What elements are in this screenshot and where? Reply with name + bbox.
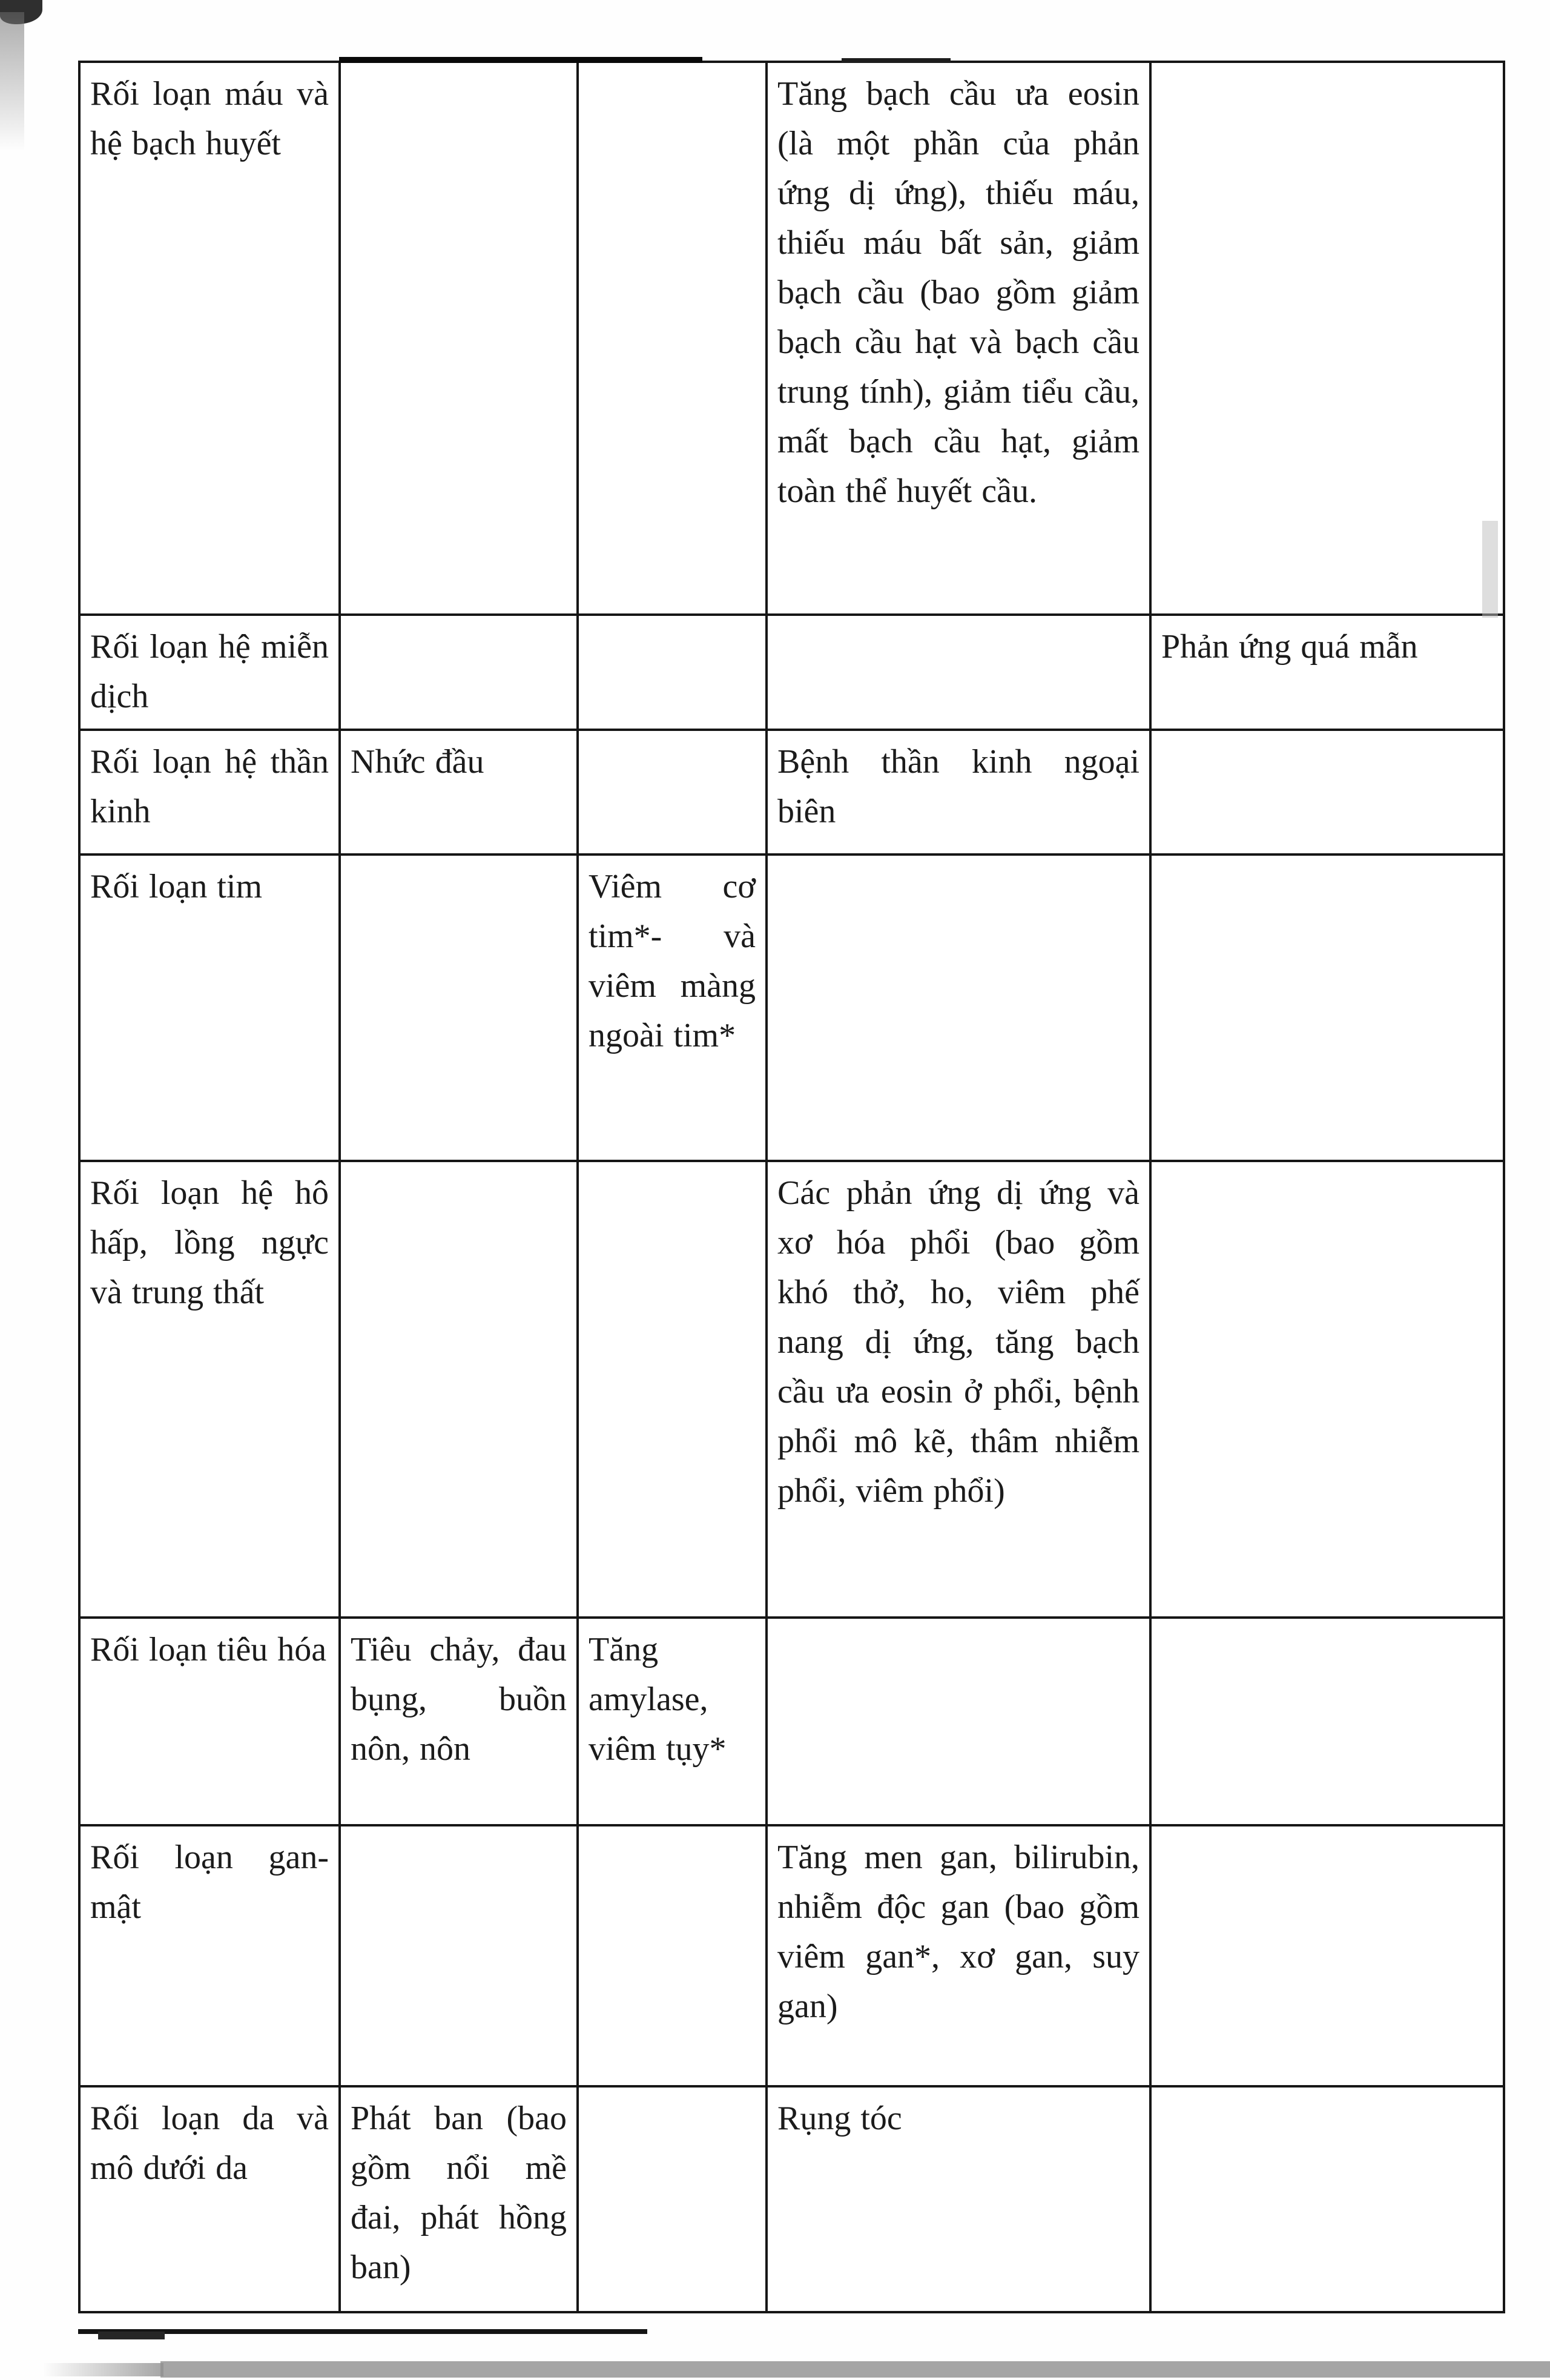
table-cell: Rối loạn da và mô dưới da bbox=[81, 2087, 341, 2311]
table-cell bbox=[768, 616, 1152, 729]
table-cell: Tiêu chảy, đau bụng, buồn nôn, nôn bbox=[341, 1619, 579, 1824]
table-cell bbox=[341, 63, 579, 613]
table-cell: Rối loạn tiêu hóa bbox=[81, 1619, 341, 1824]
table-cell: Rối loạn máu và hệ bạch huyết bbox=[81, 63, 341, 613]
table-row bbox=[81, 731, 1503, 856]
table-cell: Rối loạn tim bbox=[81, 856, 341, 1160]
table-cell: Tăng bạch cầu ưa eosin (là một phần của phản ứng dị ứng), thiếu máu, thiếu máu bất sản, giảm bạch cầu (bao gồm giảm bạch cầu hạt và bạch cầu trung tính), giảm tiểu cầu, mất bạch cầu hạt, giảm toàn thể huyết cầu. bbox=[768, 63, 1152, 613]
table-cell: Phát ban (bao gồm nổi mề đai, phát hồng ban) bbox=[341, 2087, 579, 2311]
table-cell: Tăng men gan, bilirubin, nhiễm độc gan (bao gồm viêm gan*, xơ gan, suy gan) bbox=[768, 1826, 1152, 2085]
table-cell bbox=[579, 2087, 768, 2311]
table-cell bbox=[341, 616, 579, 729]
table-cell bbox=[341, 1826, 579, 2085]
table-cell: Rối loạn hệ hô hấp, lồng ngực và trung thất bbox=[81, 1162, 341, 1616]
table-row bbox=[81, 1619, 1503, 1826]
table-cell bbox=[1152, 1162, 1503, 1616]
table-cell bbox=[1152, 2087, 1503, 2311]
table-cell bbox=[341, 856, 579, 1160]
table-row bbox=[81, 856, 1503, 1162]
table-cell bbox=[768, 1619, 1152, 1824]
table-cell bbox=[1152, 856, 1503, 1160]
table-cell bbox=[1152, 1826, 1503, 2085]
table-cell bbox=[341, 1162, 579, 1616]
scan-artifact-bottom-shadow-band bbox=[160, 2361, 1550, 2378]
table-cell: Bệnh thần kinh ngoại biên bbox=[768, 731, 1152, 853]
table-cell bbox=[579, 1162, 768, 1616]
scan-artifact-bottom-border-segment bbox=[78, 2329, 647, 2334]
table-cell bbox=[579, 63, 768, 613]
scan-artifact-bottom-shadow-fade bbox=[42, 2363, 163, 2376]
table-cell: Rối loạn hệ thần kinh bbox=[81, 731, 341, 853]
table-row bbox=[81, 616, 1503, 731]
table-row bbox=[81, 1826, 1503, 2087]
table-row bbox=[81, 2087, 1503, 2311]
table-cell: Tăng amylase, viêm tụy* bbox=[579, 1619, 768, 1824]
table-cell bbox=[768, 856, 1152, 1160]
table-cell bbox=[579, 1826, 768, 2085]
table-cell bbox=[579, 616, 768, 729]
table-cell bbox=[579, 731, 768, 853]
table-cell: Rối loạn hệ miễn dịch bbox=[81, 616, 341, 729]
table-cell: Viêm cơ tim*- và viêm màng ngoài tim* bbox=[579, 856, 768, 1160]
table-cell bbox=[1152, 1619, 1503, 1824]
table-cell bbox=[1152, 63, 1503, 613]
table-cell: Các phản ứng dị ứng và xơ hóa phổi (bao gồm khó thở, ho, viêm phế nang dị ứng, tăng bạch cầu ưa eosin ở phổi, bệnh phổi mô kẽ, thâm nhiễm phổi, viêm phổi) bbox=[768, 1162, 1152, 1616]
scan-artifact-corner-streak bbox=[0, 12, 24, 151]
scan-artifact-bottom-dash bbox=[98, 2332, 165, 2339]
table-cell: Phản ứng quá mẫn bbox=[1161, 628, 1418, 666]
table-row bbox=[81, 63, 1503, 616]
table-cell: Rối loạn gan- mật bbox=[81, 1826, 341, 2085]
scan-artifact-corner-blob bbox=[0, 0, 42, 24]
adverse-reactions-table bbox=[78, 61, 1505, 2313]
table-cell: Nhức đầu bbox=[341, 731, 579, 853]
table-cell bbox=[1152, 731, 1503, 853]
table-row bbox=[81, 1162, 1503, 1619]
table-cell: Rụng tóc bbox=[768, 2087, 1152, 2311]
